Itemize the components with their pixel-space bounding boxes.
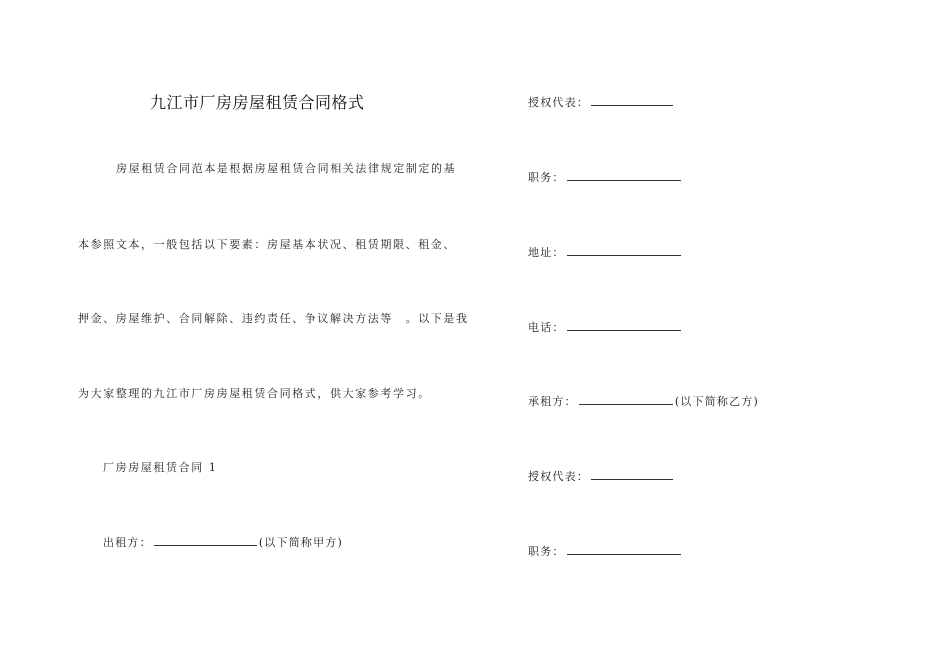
phone-label: 电话： [528, 321, 565, 334]
rep2-label: 授权代表： [528, 470, 589, 483]
position1-field [528, 169, 683, 185]
address-label: 地址： [528, 246, 565, 259]
paragraph-line-1: 房屋租赁合同范本是根据房屋租赁合同相关法律规定制定的基 [116, 162, 457, 175]
lessor-blank[interactable] [154, 534, 257, 546]
rep2-field [528, 468, 675, 484]
position2-field [528, 543, 683, 559]
lessee-suffix: (以下简称乙方) [674, 395, 759, 408]
position2-label: 职务： [528, 545, 565, 558]
paragraph-line-3: 押金、房屋维护、合同解除、违约责任、争议解决方法等 。以下是我 [78, 312, 469, 325]
lessee-field [528, 393, 759, 409]
position2-blank[interactable] [567, 543, 681, 555]
phone-blank[interactable] [567, 319, 681, 331]
lessor-label: 出租方： [103, 536, 152, 549]
position1-label: 职务： [528, 171, 565, 184]
rep1-field [528, 94, 675, 110]
rep1-label: 授权代表： [528, 96, 589, 109]
document-title: 九江市厂房房屋租赁合同格式 [150, 93, 365, 112]
lessor-suffix: (以下简称甲方) [258, 536, 343, 549]
lessee-blank[interactable] [579, 393, 673, 405]
paragraph-line-2: 本参照文本，一般包括以下要素：房屋基本状况、租赁期限、租金、 [78, 238, 456, 251]
phone-field [528, 319, 683, 335]
rep2-blank[interactable] [591, 468, 673, 480]
rep1-blank[interactable] [591, 94, 673, 106]
address-blank[interactable] [567, 244, 681, 256]
contract-subheading: 厂房房屋租赁合同 1 [103, 461, 218, 474]
address-field [528, 244, 683, 260]
lessee-label: 承租方： [528, 395, 577, 408]
lessor-field [103, 534, 343, 550]
paragraph-line-4: 为大家整理的九江市厂房房屋租赁合同格式，供大家参考学习。 [78, 387, 431, 400]
position1-blank[interactable] [567, 169, 681, 181]
right-page [480, 0, 950, 672]
